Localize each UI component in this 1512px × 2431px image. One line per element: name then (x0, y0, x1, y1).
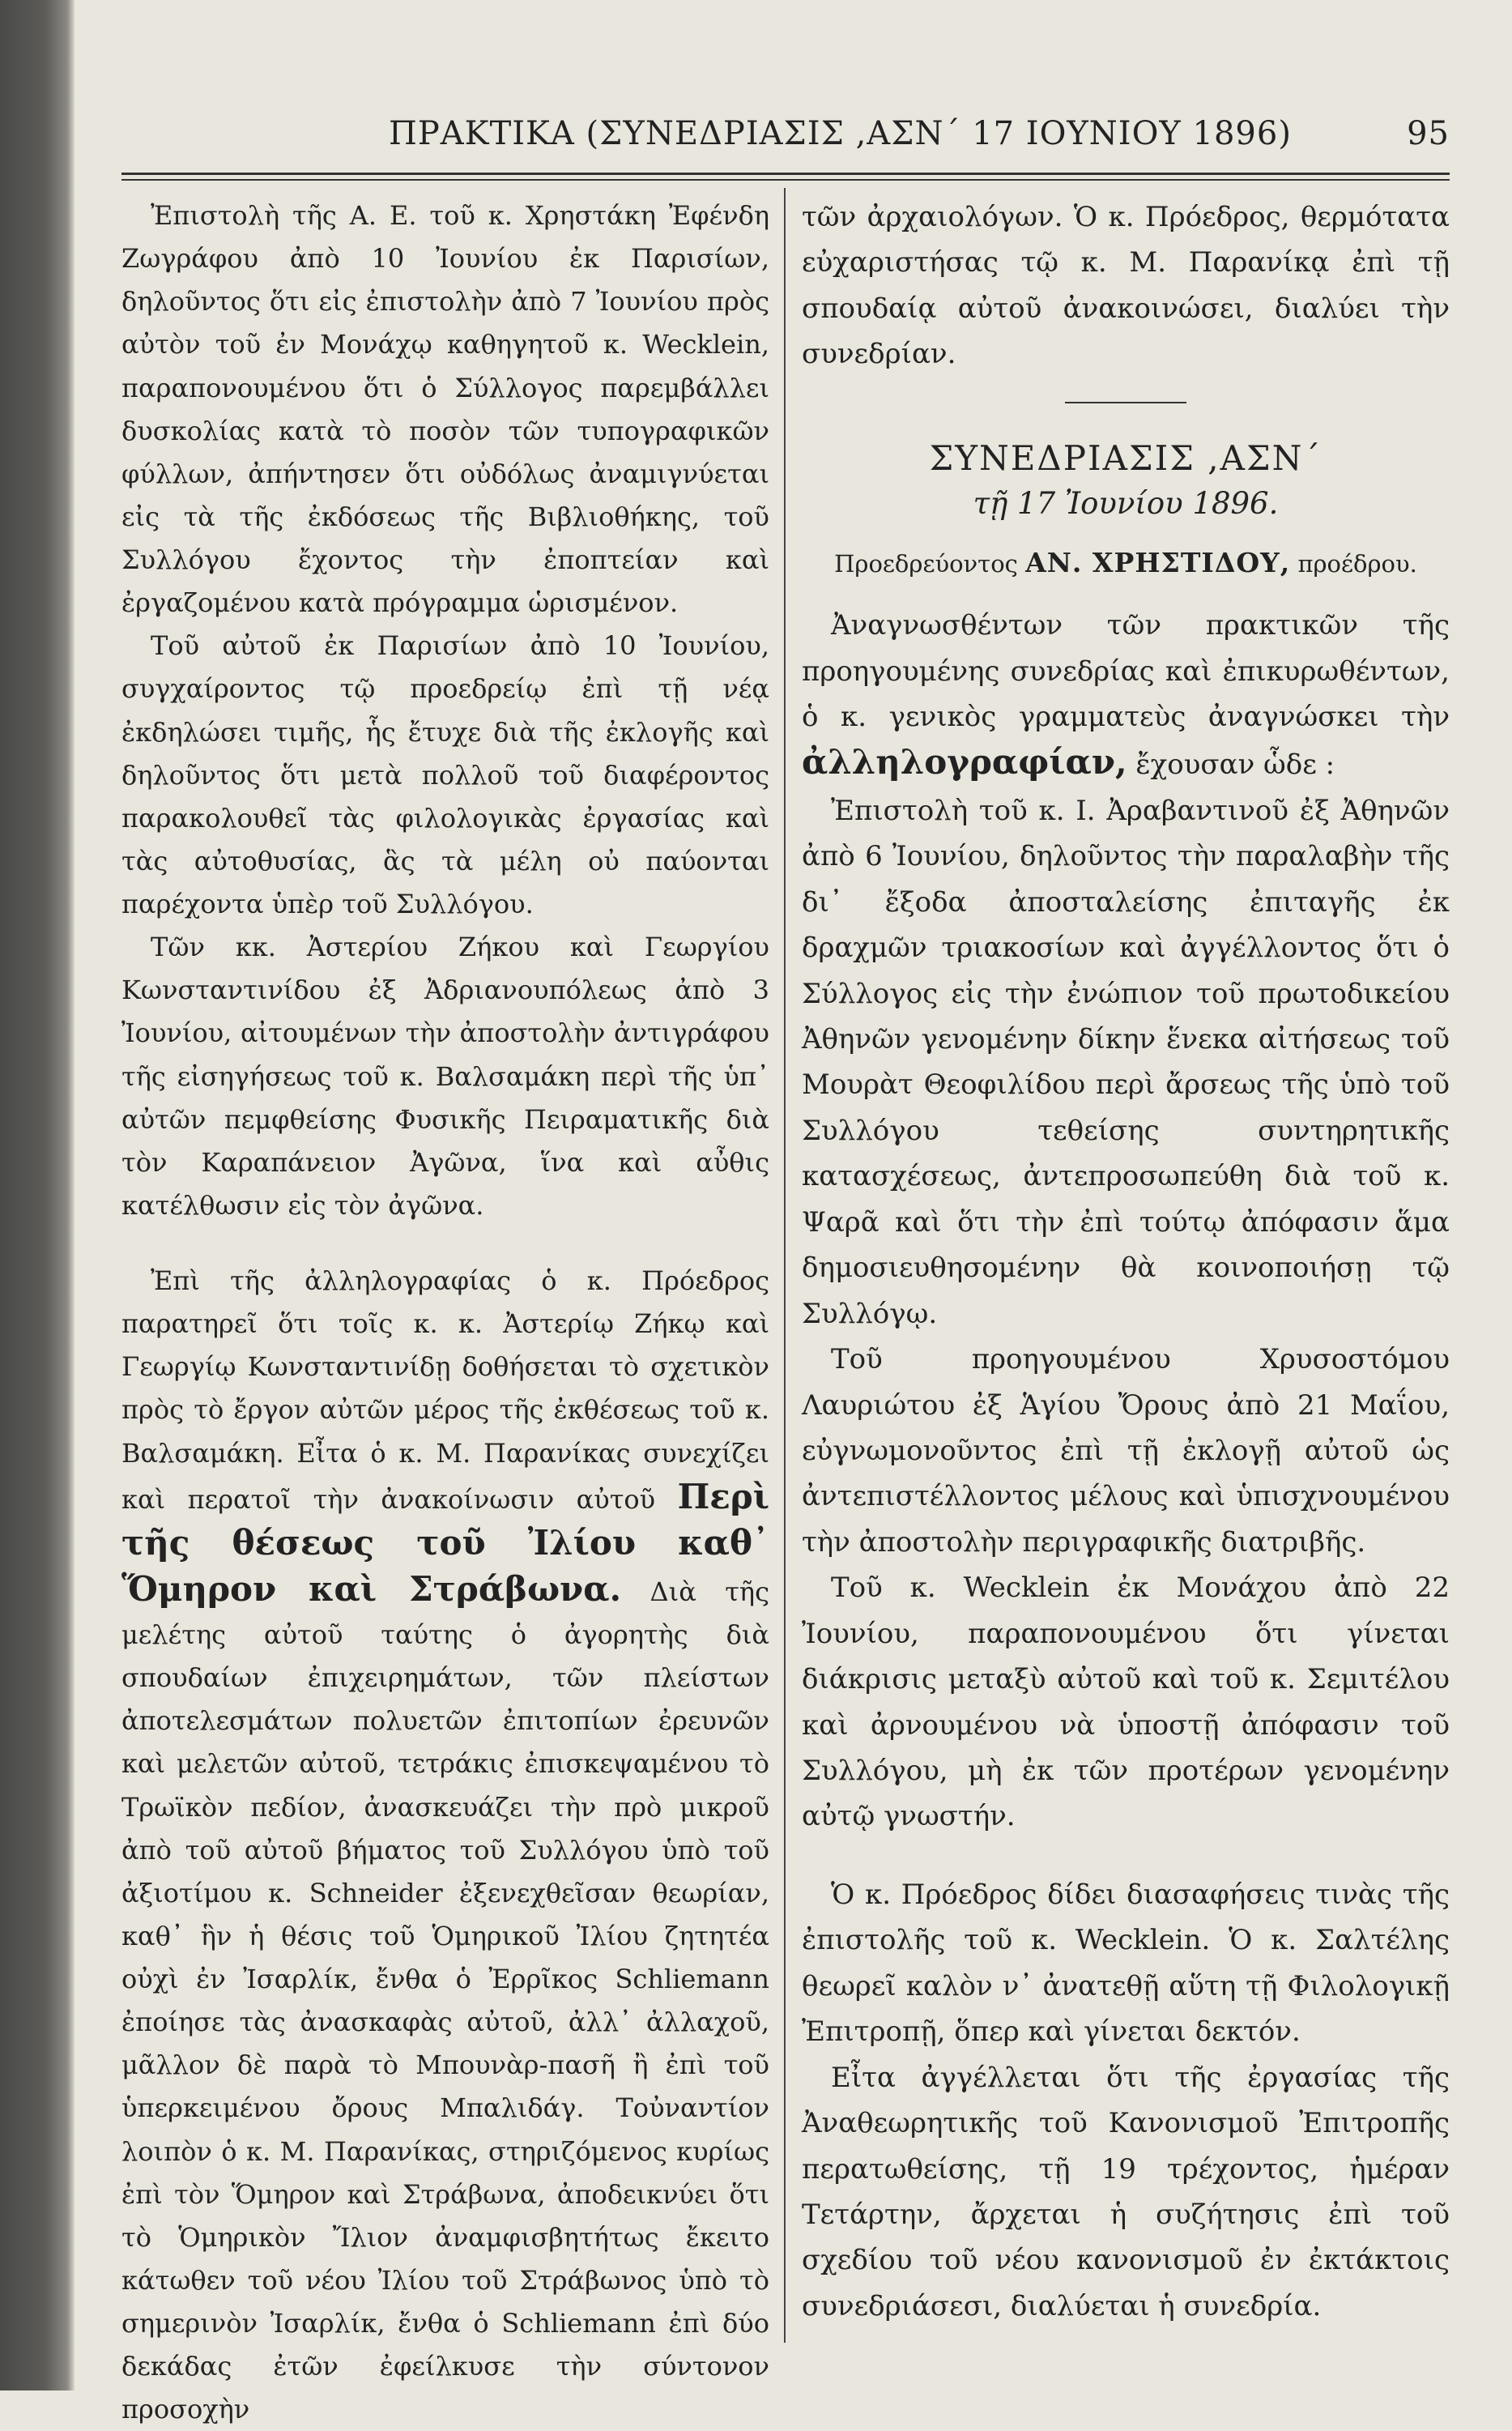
minutes-approval (802, 603, 1450, 788)
presiding-role: προέδρου. (1297, 549, 1417, 578)
header-rule (121, 173, 1450, 175)
presiding-label: Προεδρεύοντος (834, 549, 1018, 578)
presiding-line (802, 540, 1450, 586)
letter-wecklein: Τοῦ κ. Wecklein ἐκ Μονάχου ἀπὸ 22 Ἰουνίου, παραπονουμένου ὅτι γίνεται διάκρισις μεταξὺ αὐτοῦ καὶ τοῦ κ. Σεμιτέλου καὶ ἀρνουμένου νὰ ὑποστῇ ἀπόφασιν τοῦ Συλλόγου, μὴ ἐκ τῶν προτέρων γενομένην αὐτῷ γνωστήν. (802, 1572, 1450, 1833)
lecture-title: Περὶ τῆς θέσεως τοῦ Ἰλίου καθ᾽ Ὅμηρον καὶ Στράβωνα. (121, 1476, 770, 1609)
president-clarifications: Ὁ κ. Πρόεδρος δίδει διασαφήσεις τινὰς τῆς ἐπιστολῆς τοῦ κ. Wecklein. Ὁ κ. Σαλτέλης θεωρεῖ καλὸν ν᾽ ἀνατεθῇ αὕτη τῇ Φιλολογικῇ Ἐπιτροπῇ, ὅπερ καὶ γίνεται δεκτόν. (802, 1878, 1450, 2049)
header-title: ΠΡΑΚΤΙΚΑ (ΣΥΝΕΔΡΙΑΣΙΣ ,ΑΣΝ΄ 17 ΙΟΥΝΙΟΥ 1896) (389, 115, 1292, 152)
session-date: τῇ 17 Ἰουνίου 1896. (973, 486, 1279, 522)
president-remarks (121, 1260, 769, 2431)
letter-zografos-second: Τοῦ αὐτοῦ ἐκ Παρισίων ἀπὸ 10 Ἰουνίου, συγχαίροντος τῷ προεδρείῳ ἐπὶ τῇ νέᾳ ἐκδηλώσει τιμῆς, ἧς ἔτυχε διὰ τῆς ἐκλογῆς καὶ δηλοῦντος ὅτι μετὰ πολλοῦ τοῦ διαφέροντος παρακολουθεῖ τὰς φιλολογικὰς ἐργασίας καὶ τὰς αὐτοθυσίας, ἃς τὰ μέλη οὐ παύονται παρέχοντα ὑπὲρ τοῦ Συλλόγου. (121, 630, 769, 919)
session-title: ΣΥΝΕΔΡΙΑΣΙΣ ,ΑΣΝ΄ (929, 437, 1322, 478)
minutes-approval-tail: ἔχουσαν ὧδε : (1135, 748, 1335, 782)
left-column (121, 194, 769, 2431)
session-close: τῶν ἀρχαιολόγων. Ὁ κ. Πρόεδρος, θερμότατα εὐχαριστήσας τῷ κ. Μ. Παρανίκᾳ ἐπὶ τῇ σπουδαίᾳ αὐτοῦ ἀνακοινώσει, διαλύει τὴν συνεδρίαν. (802, 201, 1450, 371)
letter-lavriotis: Τοῦ προηγουμένου Χρυσοστόμου Λαυριώτου ἐξ Ἁγίου Ὄρους ἀπὸ 21 Μαΐου, εὐγνωμονοῦντος ἐπὶ τῇ ἐκλογῇ αὐτοῦ ὡς ἀντεπιστέλλοντος μέλους καὶ ὑπισχνουμένου τὴν ἀποστολὴν περιγραφικῆς διατριβῆς. (802, 1343, 1450, 1559)
minutes-approval-text: Ἀναγνωσθέντων τῶν πρακτικῶν τῆς προηγουμένης συνεδρίας καὶ ἐπικυρωθέντων, ὁ κ. γενικὸς γραμματεὺς ἀναγνώσκει τὴν (802, 609, 1450, 733)
correspondence-heading: ἀλληλογραφίαν, (802, 742, 1127, 783)
right-column (802, 194, 1450, 2329)
section-separator (1065, 402, 1186, 403)
page (121, 97, 1450, 2425)
header-rule-thin (121, 179, 1450, 181)
column-divider (784, 188, 786, 2343)
running-header (121, 97, 1450, 170)
page-number: 95 (1407, 115, 1450, 152)
presiding-name: ΑΝ. ΧΡΗΣΤΙΔΟΥ, (1025, 546, 1291, 578)
letter-zografos: Ἐπιστολὴ τῆς Α. Ε. τοῦ κ. Χρηστάκη Ἐφένδη Ζωγράφου ἀπὸ 10 Ἰουνίου ἐκ Παρισίων, δηλοῦντος ὅτι εἰς ἐπιστολὴν ἀπὸ 7 Ἰουνίου πρὸς αὐτὸν τοῦ ἐν Μονάχῳ καθηγητοῦ κ. Wecklein, παραπονουμένου ὅτι ὁ Σύλλογος παρεμβάλλει δυσκολίας κατὰ τὸ ποσὸν τῶν τυπογραφικῶν φύλλων, ἀπήντησεν ὅτι οὐδόλως ἀναμιγνύεται εἰς τὰ τῆς ἐκδόσεως τῆς Βιβλιοθήκης, τοῦ Συλλόγου ἔχοντος τὴν ἐποπτείαν καὶ ἐργαζομένου κατὰ πρόγραμμα ὡρισμένον. (121, 200, 769, 619)
letter-aravantinos: Ἐπιστολὴ τοῦ κ. Ι. Ἀραβαντινοῦ ἐξ Ἀθηνῶν ἀπὸ 6 Ἰουνίου, δηλοῦντος τὴν παραλαβὴν τῆς δι᾽ ἔξοδα ἀποσταλείσης ἐπιταγῆς ἐκ δραχμῶν τριακοσίων καὶ ἀγγέλλοντος ὅτι ὁ Σύλλογος εἰς τὴν ἐνώπιον τοῦ πρωτοδικείου Ἀθηνῶν γενομένην δίκην ἕνεκα αἰτήσεως τοῦ Μουρὰτ Θεοφιλίδου περὶ ἄρσεως τῆς ὑπὸ τοῦ Συλλόγου τεθείσης συντηρητικῆς κατασχέσεως, ἀντεπροσωπεύθη διὰ τοῦ κ. Ψαρᾶ καὶ ὅτι τὴν ἐπὶ τούτῳ ἀπόφασιν ἅμα δημοσιευθησομένην θὰ κοινοποιήσῃ τῷ Συλλόγῳ. (802, 794, 1450, 1330)
committee-announcement: Εἶτα ἀγγέλλεται ὅτι τῆς ἐργασίας τῆς Ἀναθεωρητικῆς τοῦ Κανονισμοῦ Ἐπιτροπῆς περατωθείσης, τῇ 19 τρέχοντος, ἡμέραν Τετάρτην, ἄρχεται ἡ συζήτησις ἐπὶ τοῦ σχεδίου τοῦ νέου κανονισμοῦ ἐν ἐκτάκτοις συνεδριάσεσι, διαλύεται ἡ συνεδρία. (802, 2061, 1450, 2322)
letter-zikos-konstantinidis: Τῶν κκ. Ἀστερίου Ζήκου καὶ Γεωργίου Κωνσταντινίδου ἐξ Ἀδριανουπόλεως ἀπὸ 3 Ἰουνίου, αἰτουμένων τὴν ἀποστολὴν ἀντιγράφου τῆς εἰσηγήσεως τοῦ κ. Βαλσαμάκη περὶ τῆς ὑπ᾽ αὐτῶν πεμφθείσης Φυσικῆς Πειραματικῆς διὰ τὸν Καραπάνειον Ἀγῶνα, ἵνα καὶ αὖθις κατέλθωσιν εἰς τὸν ἀγῶνα. (121, 932, 769, 1221)
president-remarks-text: Ἐπὶ τῆς ἀλληλογραφίας ὁ κ. Πρόεδρος παρατηρεῖ ὅτι τοῖς κ. κ. Ἀστερίῳ Ζήκῳ καὶ Γεωργίῳ Κωνσταντινίδῃ δοθήσεται τὸ σχετικὸν πρὸς τὸ ἔργον αὐτῶν μέρος τῆς ἐκθέσεως τοῦ κ. Βαλσαμάκη. Εἶτα ὁ κ. Μ. Παρανίκας συνεχίζει καὶ περατοῖ τὴν ἀνακοίνωσιν αὐτοῦ (121, 1265, 769, 1515)
lecture-summary: Διὰ τῆς μελέτης αὐτοῦ ταύτης ὁ ἀγορητὴς διὰ σπουδαίων ἐπιχειρημάτων, τῶν πλείστων ἀποτελεσμάτων πολυετῶν ἐπιτοπίων ἐρευνῶν καὶ μελετῶν αὐτοῦ, τετράκις ἐπισκεψαμένου τὸ Τρωϊκὸν πεδίον, ἀνασκευάζει τὴν πρὸ μικροῦ ἀπὸ τοῦ αὐτοῦ βήματος τοῦ Συλλόγου ὑπὸ τοῦ ἀξιοτίμου κ. Schneider ἐξενεχθεῖσαν θεωρίαν, καθ᾽ ἣν ἡ θέσις τοῦ Ὁμηρικοῦ Ἰλίου ζητητέα οὐχὶ ἐν Ἰσαρλίκ, ἔνθα ὁ Ἐρρῖκος Schliemann ἐποίησε τὰς ἀνασκαφὰς αὐτοῦ, ἀλλ᾽ ἀλλαχοῦ, μᾶλλον δὲ παρὰ τὸ Μπουνὰρ-πασῆ ἢ ἐπὶ τοῦ ὑπερκειμένου ὄρους Μπαλιδάγ. Τοὐναντίον λοιπὸν ὁ κ. Μ. Παρανίκας, στηριζόμενος κυρίως ἐπὶ τὸν Ὅμηρον καὶ Στράβωνα, ἀποδεικνύει ὅτι τὸ Ὁμηρικὸν Ἴλιον ἀναμφισβητήτως ἔκειτο κάτωθεν τοῦ νέου Ἰλίου τοῦ Στράβωνος ὑπὸ τὸ σημερινὸν Ἰσαρλίκ, ἔνθα ὁ Schliemann ἐπὶ δύο δεκάδας ἐτῶν ἐφείλκυσε τὴν σύντονον προσοχὴν (121, 1576, 770, 2425)
binding-gutter (0, 0, 75, 2390)
